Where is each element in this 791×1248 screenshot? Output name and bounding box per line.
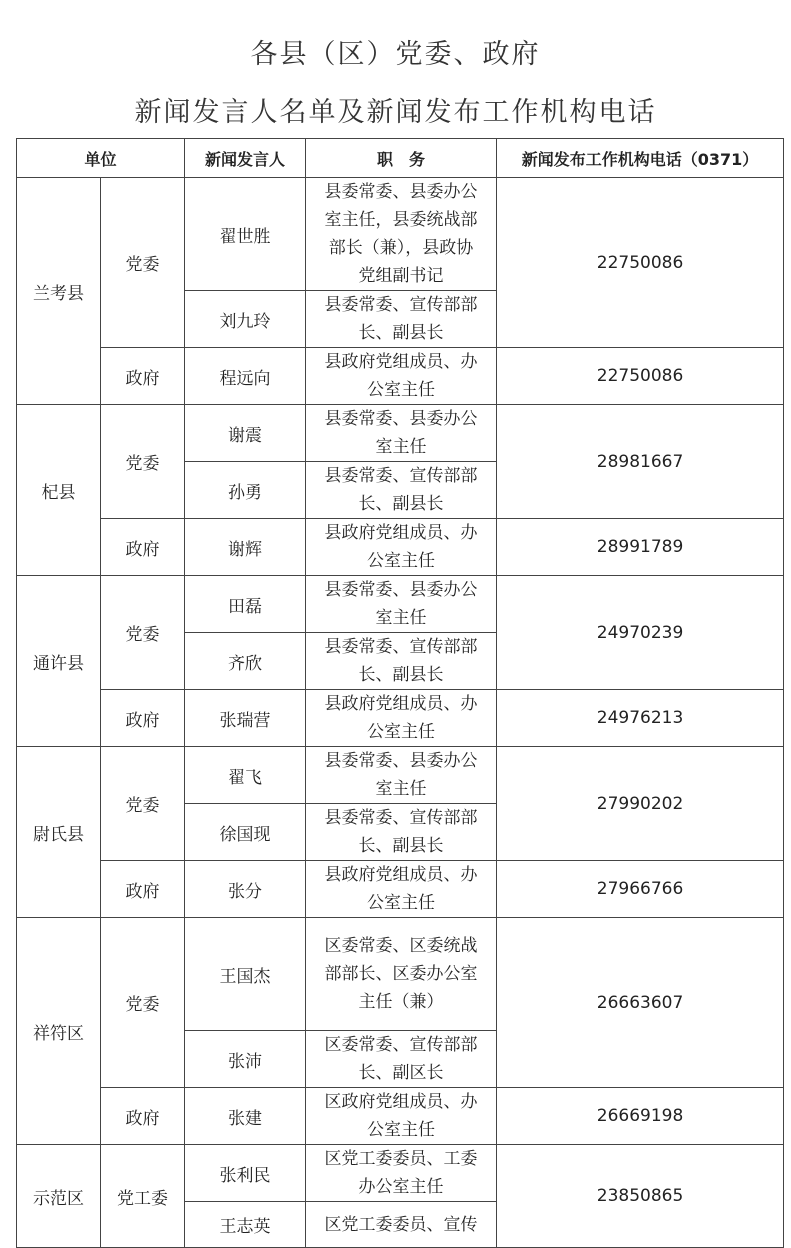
duty-cell [306, 1145, 497, 1202]
duty-line: 区党工委委员、工委 [324, 1149, 478, 1169]
phone-cell: 23850865 [497, 1145, 784, 1248]
phone-cell: 26669198 [497, 1088, 784, 1145]
spokesperson-table [16, 138, 784, 1248]
spokesperson-name-cell: 刘九玲 [185, 291, 306, 348]
page-title-line2: 新闻发言人名单及新闻发布工作机构电话 [134, 97, 657, 128]
phone-cell: 24970239 [497, 576, 784, 690]
duty-line: 公室主任 [367, 722, 436, 742]
phone-cell: 28991789 [497, 519, 784, 576]
spokesperson-name-cell: 翟世胜 [185, 178, 306, 291]
unit-name-cell: 杞县 [17, 405, 101, 576]
duty-line: 县政府党组成员、办 [324, 352, 478, 372]
header-duty: 职 务 [306, 139, 497, 178]
table-row [17, 348, 784, 405]
table-row [17, 1145, 784, 1202]
spokesperson-name-cell: 张分 [185, 861, 306, 918]
spokesperson-name-cell: 张建 [185, 1088, 306, 1145]
unit-name-cell: 尉氏县 [17, 747, 101, 918]
table-row [17, 1088, 784, 1145]
duty-line: 公室主任 [367, 1120, 436, 1140]
table-row [17, 405, 784, 462]
duty-line: 县委常委、县委办公 [324, 182, 478, 202]
duty-line: 县委常委、县委办公 [324, 409, 478, 429]
duty-line: 县委常委、宣传部部 [324, 295, 478, 315]
spokesperson-name-cell: 张沛 [185, 1031, 306, 1088]
duty-cell [306, 1088, 497, 1145]
group-label-cell: 政府 [101, 861, 185, 918]
duty-cell [306, 178, 497, 291]
duty-line: 县政府党组成员、办 [324, 865, 478, 885]
duty-line: 公室主任 [367, 551, 436, 571]
phone-cell: 26663607 [497, 918, 784, 1088]
unit-name-cell: 祥符区 [17, 918, 101, 1145]
duty-cell [306, 1031, 497, 1088]
spokesperson-name-cell: 谢辉 [185, 519, 306, 576]
duty-line: 主任（兼） [358, 992, 444, 1012]
duty-line: 长、副县长 [358, 665, 444, 685]
spokesperson-name-cell: 王志英 [185, 1202, 306, 1248]
duty-line: 长、副县长 [358, 836, 444, 856]
duty-cell [306, 861, 497, 918]
page-title-line1: 各县（区）党委、政府 [250, 39, 541, 70]
duty-line: 县委常委、宣传部部 [324, 466, 478, 486]
group-label-cell: 党工委 [101, 1145, 185, 1248]
phone-cell: 28981667 [497, 405, 784, 519]
phone-cell: 22750086 [497, 178, 784, 348]
duty-line: 室主任，县委统战部 [324, 210, 478, 230]
duty-line: 室主任 [375, 437, 427, 457]
group-label-cell: 政府 [101, 519, 185, 576]
spokesperson-name-cell: 徐国现 [185, 804, 306, 861]
duty-line: 区政府党组成员、办 [324, 1092, 478, 1112]
duty-cell [306, 519, 497, 576]
table-row [17, 918, 784, 1031]
phone-cell: 22750086 [497, 348, 784, 405]
duty-line: 部部长、区委办公室 [324, 964, 478, 984]
duty-line: 县政府党组成员、办 [324, 523, 478, 543]
duty-cell [306, 1202, 497, 1248]
group-label-cell: 政府 [101, 348, 185, 405]
header-phone: 新闻发布工作机构电话（0371） [497, 139, 784, 178]
duty-line: 长、副县长 [358, 494, 444, 514]
duty-line: 党组副书记 [358, 266, 444, 286]
group-label-cell: 党委 [101, 178, 185, 348]
spokesperson-name-cell: 张利民 [185, 1145, 306, 1202]
spokesperson-name-cell: 谢震 [185, 405, 306, 462]
spokesperson-name-cell: 张瑞营 [185, 690, 306, 747]
unit-name-cell: 兰考县 [17, 178, 101, 405]
duty-line: 县委常委、县委办公 [324, 751, 478, 771]
table-row [17, 747, 784, 804]
duty-line: 区委常委、区委统战 [324, 936, 478, 956]
table-row [17, 861, 784, 918]
duty-cell [306, 405, 497, 462]
duty-line: 区委常委、宣传部部 [324, 1035, 478, 1055]
phone-cell: 27966766 [497, 861, 784, 918]
duty-line: 县委常委、宣传部部 [324, 808, 478, 828]
spokesperson-name-cell: 齐欣 [185, 633, 306, 690]
spokesperson-name-cell: 孙勇 [185, 462, 306, 519]
table-body [17, 178, 784, 1248]
phone-cell: 27990202 [497, 747, 784, 861]
duty-cell [306, 918, 497, 1031]
duty-cell [306, 348, 497, 405]
unit-name-cell: 示范区 [17, 1145, 101, 1248]
duty-line: 区党工委委员、宣传 [324, 1214, 478, 1235]
spokesperson-name-cell: 王国杰 [185, 918, 306, 1031]
table-row [17, 519, 784, 576]
duty-cell [306, 690, 497, 747]
duty-cell [306, 747, 497, 804]
group-label-cell: 政府 [101, 690, 185, 747]
duty-cell [306, 633, 497, 690]
duty-line: 室主任 [375, 608, 427, 628]
table-row [17, 576, 784, 633]
spokesperson-name-cell: 程远向 [185, 348, 306, 405]
duty-line: 部长（兼），县政协 [328, 238, 474, 258]
duty-cell [306, 576, 497, 633]
unit-name-cell: 通许县 [17, 576, 101, 747]
group-label-cell: 政府 [101, 1088, 185, 1145]
duty-cell [306, 804, 497, 861]
group-label-cell: 党委 [101, 405, 185, 519]
header-spokesperson: 新闻发言人 [185, 139, 306, 178]
table-row [17, 690, 784, 747]
duty-line: 室主任 [375, 779, 427, 799]
header-unit: 单位 [17, 139, 185, 178]
duty-cell [306, 462, 497, 519]
duty-line: 公室主任 [367, 380, 436, 400]
table-row [17, 178, 784, 291]
duty-line: 公室主任 [367, 893, 436, 913]
duty-cell [306, 291, 497, 348]
duty-line: 县委常委、县委办公 [324, 580, 478, 600]
duty-line: 县政府党组成员、办 [324, 694, 478, 714]
group-label-cell: 党委 [101, 747, 185, 861]
duty-line: 长、副县长 [358, 323, 444, 343]
phone-cell: 24976213 [497, 690, 784, 747]
duty-line: 县委常委、宣传部部 [324, 637, 478, 657]
table-header-row [17, 139, 784, 178]
duty-line: 办公室主任 [358, 1177, 444, 1197]
spokesperson-name-cell: 田磊 [185, 576, 306, 633]
duty-line: 长、副区长 [358, 1063, 444, 1083]
group-label-cell: 党委 [101, 918, 185, 1088]
spokesperson-name-cell: 翟飞 [185, 747, 306, 804]
group-label-cell: 党委 [101, 576, 185, 690]
